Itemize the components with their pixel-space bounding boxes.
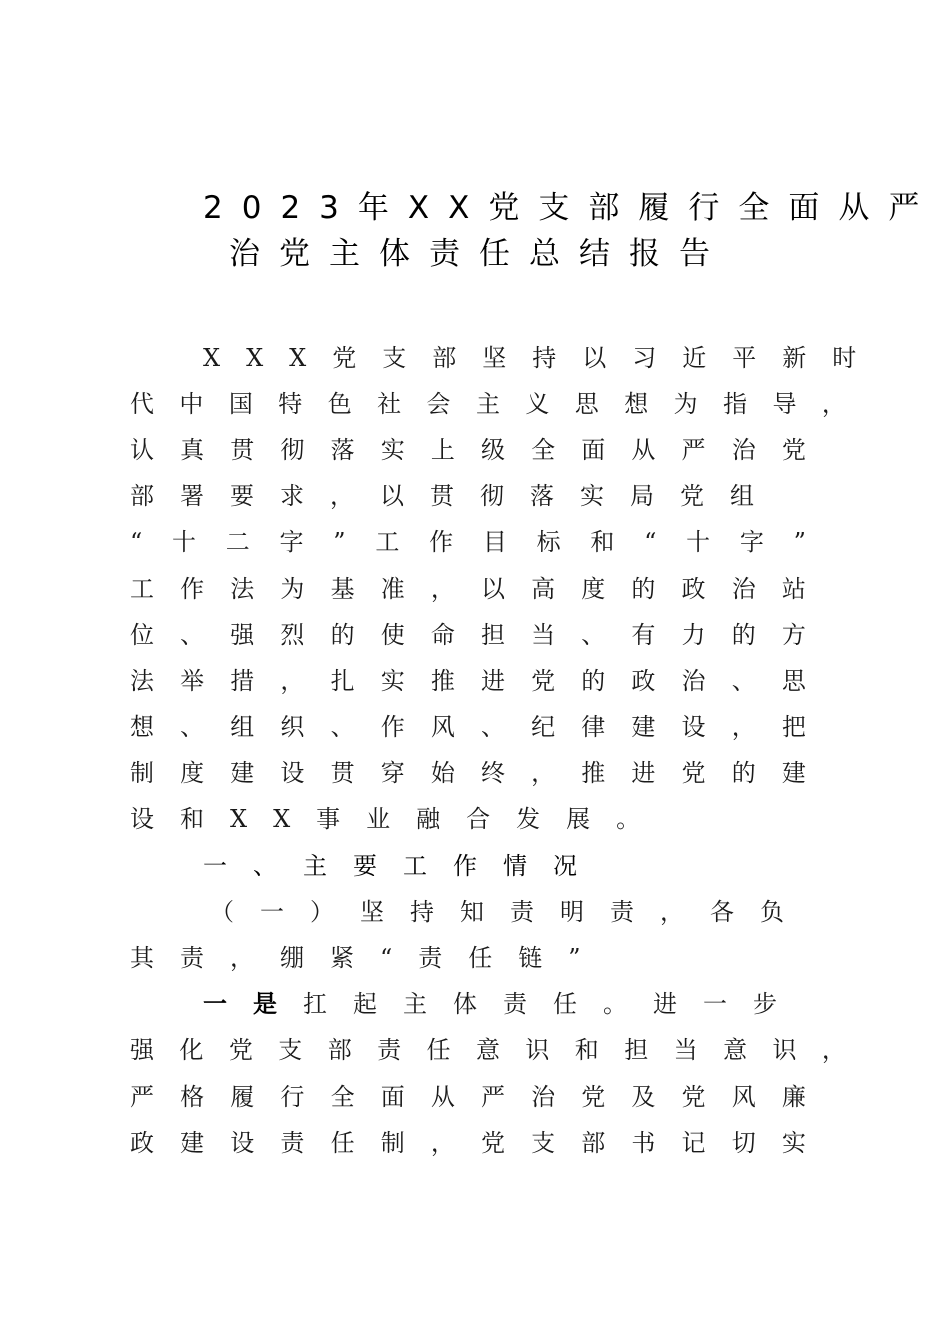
glyph: 履: [230, 1083, 255, 1111]
glyph: 字: [739, 528, 764, 556]
glyph: 的: [581, 667, 606, 695]
glyph: 记: [681, 1129, 706, 1157]
glyph: 建: [631, 713, 656, 741]
glyph: 格: [180, 1083, 205, 1111]
glyph: 意: [723, 1036, 748, 1064]
glyph: 政: [631, 667, 656, 695]
glyph: 准: [380, 575, 405, 603]
glyph: 主: [475, 390, 500, 418]
glyph: 的: [731, 621, 756, 649]
glyph: 、: [180, 621, 205, 649]
glyph: 指: [723, 390, 748, 418]
paragraph-line: [130, 527, 806, 557]
glyph: 字: [279, 528, 304, 556]
item-line: [130, 1035, 846, 1065]
glyph: 面: [380, 1083, 405, 1111]
glyph: 方: [781, 621, 806, 649]
glyph: 担: [480, 621, 505, 649]
glyph: 的: [731, 759, 756, 787]
glyph: 十: [686, 528, 711, 556]
glyph: ”: [333, 528, 346, 556]
paragraph-line: [130, 712, 806, 742]
glyph: 意: [475, 1036, 500, 1064]
glyph: 支: [278, 1036, 303, 1064]
glyph: 穿: [380, 759, 405, 787]
paragraph-line: [130, 758, 806, 788]
glyph: 站: [781, 575, 806, 603]
glyph: 法: [230, 575, 255, 603]
glyph: 思: [574, 390, 599, 418]
glyph: 举: [180, 667, 205, 695]
glyph: 作: [180, 575, 205, 603]
glyph: 党: [681, 759, 706, 787]
glyph: 强: [130, 1036, 154, 1064]
paragraph-line: [130, 435, 806, 465]
glyph: 推: [430, 667, 455, 695]
glyph: 政: [130, 1129, 154, 1157]
glyph: 识: [772, 1036, 797, 1064]
glyph: 二: [225, 528, 250, 556]
glyph: 全: [330, 1083, 355, 1111]
glyph: 当: [673, 1036, 698, 1064]
glyph: 建: [781, 759, 806, 787]
glyph: 从: [430, 1083, 455, 1111]
glyph: 以: [480, 575, 505, 603]
subheading-line-2: 其责，绷紧“责任链”: [130, 944, 607, 972]
glyph: 政: [681, 575, 706, 603]
glyph: 作: [380, 713, 405, 741]
item-line: [130, 1082, 806, 1112]
glyph: ，: [531, 759, 556, 787]
glyph: 上: [430, 436, 455, 464]
glyph: 目: [482, 528, 507, 556]
glyph: 扎: [330, 667, 355, 695]
glyph: 强: [230, 621, 255, 649]
glyph: 制: [130, 759, 154, 787]
glyph: 进: [631, 759, 656, 787]
glyph: 实: [380, 436, 405, 464]
glyph: 治: [731, 436, 756, 464]
glyph: 党: [581, 1083, 606, 1111]
glyph: 度: [180, 759, 205, 787]
glyph: 想: [130, 713, 154, 741]
glyph: 任: [426, 1036, 451, 1064]
paragraph-line: XXX党支部坚持以习近平新时: [203, 344, 883, 372]
glyph: 治: [731, 575, 756, 603]
glyph: 部: [581, 1129, 606, 1157]
glyph: 全: [531, 436, 556, 464]
paragraph-line: 设和XX事业融合发展。: [130, 805, 667, 833]
glyph: 认: [130, 436, 154, 464]
glyph: 风: [731, 1083, 756, 1111]
glyph: 风: [430, 713, 455, 741]
glyph: 设: [230, 1129, 255, 1157]
glyph: 当: [531, 621, 556, 649]
glyph: 为: [673, 390, 698, 418]
glyph: 和: [574, 1036, 599, 1064]
glyph: 法: [130, 667, 154, 695]
glyph: 组: [230, 713, 255, 741]
glyph: 中: [179, 390, 204, 418]
document-title-line-2: 治党主体责任总结报告: [229, 236, 729, 272]
glyph: 建: [230, 759, 255, 787]
subheading-line-1: （一）坚持知责明责，各负: [210, 898, 810, 926]
glyph: 使: [380, 621, 405, 649]
glyph: 、: [581, 621, 606, 649]
glyph: 度: [581, 575, 606, 603]
glyph: 织: [280, 713, 305, 741]
glyph: 代: [130, 390, 154, 418]
glyph: 化: [179, 1036, 204, 1064]
glyph: 贯: [330, 759, 355, 787]
glyph: 任: [330, 1129, 355, 1157]
glyph: 党: [781, 436, 806, 464]
glyph: 部: [327, 1036, 352, 1064]
document-title-line-1: 2023年XX党支部履行全面从严: [203, 190, 939, 226]
glyph: 设: [681, 713, 706, 741]
glyph: 面: [581, 436, 606, 464]
item-line: [130, 1128, 806, 1158]
glyph: 始: [430, 759, 455, 787]
glyph: 工: [130, 575, 154, 603]
glyph: 、: [480, 713, 505, 741]
glyph: ，: [430, 575, 455, 603]
glyph: 支: [531, 1129, 556, 1157]
glyph: 十: [172, 528, 197, 556]
glyph: “: [644, 528, 657, 556]
glyph: 治: [531, 1083, 556, 1111]
glyph: 建: [180, 1129, 205, 1157]
glyph: 、: [731, 667, 756, 695]
glyph: 特: [278, 390, 303, 418]
glyph: 纪: [531, 713, 556, 741]
glyph: 终: [480, 759, 505, 787]
glyph: ，: [731, 713, 756, 741]
glyph: 切: [731, 1129, 756, 1157]
glyph: ，: [821, 390, 846, 418]
glyph: 从: [631, 436, 656, 464]
glyph: 命: [430, 621, 455, 649]
glyph: 党: [531, 667, 556, 695]
glyph: 党: [480, 1129, 505, 1157]
glyph: 、: [330, 713, 355, 741]
item-lead: 一是: [203, 990, 303, 1018]
glyph: 想: [624, 390, 649, 418]
glyph: 烈: [280, 621, 305, 649]
glyph: 实: [380, 667, 405, 695]
glyph: 有: [631, 621, 656, 649]
glyph: ，: [821, 1036, 846, 1064]
paragraph-line: [130, 389, 846, 419]
glyph: 党: [681, 1083, 706, 1111]
glyph: 的: [330, 621, 355, 649]
paragraph-line: [130, 620, 806, 650]
glyph: 把: [781, 713, 806, 741]
section-heading: 一、主要工作情况: [203, 852, 603, 880]
glyph: 实: [781, 1129, 806, 1157]
glyph: 思: [781, 667, 806, 695]
glyph: 落: [330, 436, 355, 464]
glyph: 贯: [230, 436, 255, 464]
glyph: 导: [772, 390, 797, 418]
glyph: 力: [681, 621, 706, 649]
glyph: 高: [531, 575, 556, 603]
glyph: 治: [681, 667, 706, 695]
glyph: 律: [581, 713, 606, 741]
glyph: 义: [525, 390, 550, 418]
glyph: 严: [130, 1083, 154, 1111]
glyph: 行: [280, 1083, 305, 1111]
glyph: 彻: [280, 436, 305, 464]
glyph: 责: [377, 1036, 402, 1064]
glyph: 进: [480, 667, 505, 695]
glyph: 会: [426, 390, 451, 418]
glyph: 担: [624, 1036, 649, 1064]
glyph: 国: [228, 390, 253, 418]
glyph: 廉: [781, 1083, 806, 1111]
item-line-1-text: 扛起主体责任。进一步: [303, 990, 803, 1018]
glyph: 工: [375, 528, 400, 556]
paragraph-line: [130, 666, 806, 696]
item-line-1: [203, 989, 923, 1019]
glyph: 位: [130, 621, 154, 649]
glyph: 措: [230, 667, 255, 695]
glyph: 及: [631, 1083, 656, 1111]
glyph: 严: [480, 1083, 505, 1111]
glyph: 级: [480, 436, 505, 464]
glyph: 、: [180, 713, 205, 741]
glyph: 为: [280, 575, 305, 603]
glyph: 责: [280, 1129, 305, 1157]
glyph: 社: [377, 390, 402, 418]
glyph: 和: [590, 528, 615, 556]
glyph: “: [130, 528, 143, 556]
glyph: ”: [793, 528, 806, 556]
glyph: ，: [280, 667, 305, 695]
glyph: 基: [330, 575, 355, 603]
paragraph-line: 部署要求，以贯彻落实局党组: [130, 482, 780, 510]
glyph: 作: [429, 528, 454, 556]
glyph: ，: [430, 1129, 455, 1157]
paragraph-line: [130, 574, 806, 604]
glyph: 识: [525, 1036, 550, 1064]
glyph: 色: [327, 390, 352, 418]
glyph: 标: [536, 528, 561, 556]
glyph: 党: [228, 1036, 253, 1064]
glyph: 真: [180, 436, 205, 464]
glyph: 推: [581, 759, 606, 787]
glyph: 设: [280, 759, 305, 787]
glyph: 制: [380, 1129, 405, 1157]
glyph: 书: [631, 1129, 656, 1157]
glyph: 的: [631, 575, 656, 603]
glyph: 严: [681, 436, 706, 464]
